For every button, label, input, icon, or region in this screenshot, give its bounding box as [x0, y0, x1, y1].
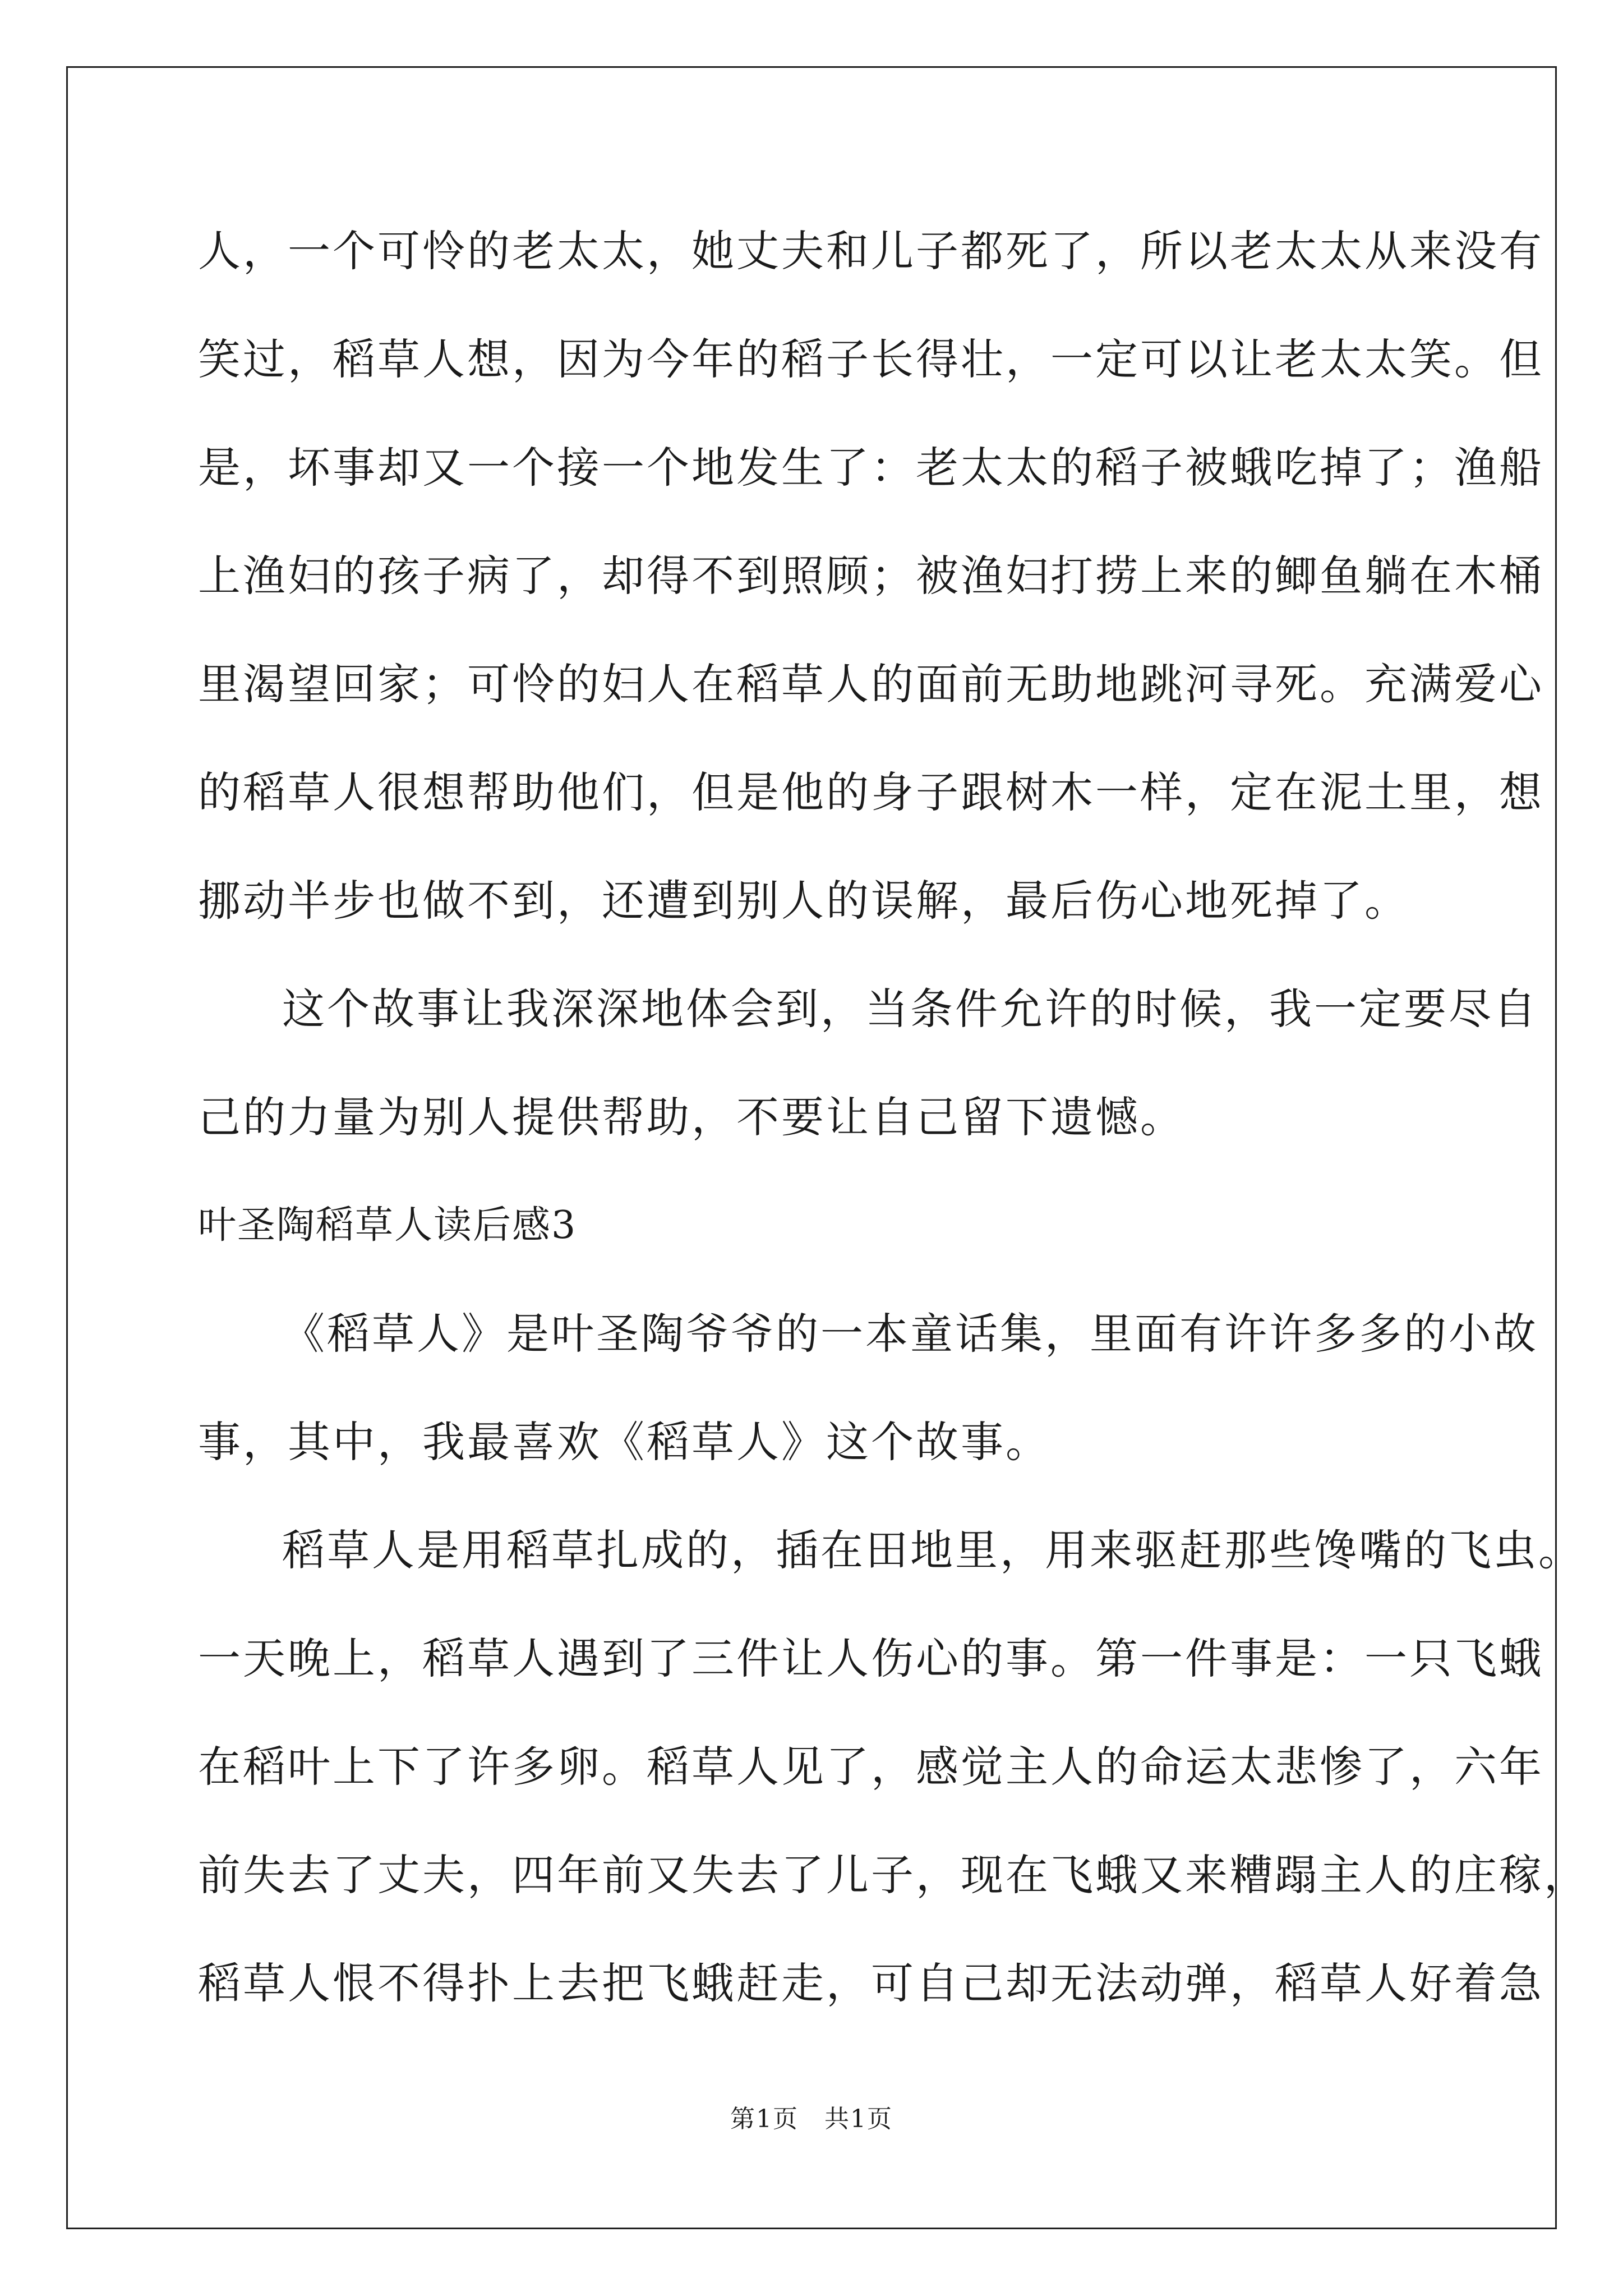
text-line: 挪动半步也做不到，还遭到别人的误解，最后伤心地死掉了。 [198, 876, 1409, 926]
text-line: 稻草人恨不得扑上去把飞蛾赶走，可自己却无法动弹，稻草人好着急 [198, 1958, 1544, 2008]
document-body [198, 218, 1589, 2058]
text-line: 是，坏事却又一个接一个地发生了：老太太的稻子被蛾吃掉了；渔船 [198, 443, 1544, 493]
text-line: 己的力量为别人提供帮助，不要让自己留下遗憾。 [198, 1092, 1185, 1142]
text-line: 里渴望回家；可怜的妇人在稻草人的面前无助地跳河寻死。充满爱心 [198, 659, 1544, 709]
text-line: 笑过，稻草人想，因为今年的稻子长得壮，一定可以让老太太笑。但 [198, 334, 1544, 384]
text-line: 前失去了丈夫，四年前又失去了儿子，现在飞蛾又来糟蹋主人的庄稼， [198, 1850, 1589, 1900]
text-line: 的稻草人很想帮助他们，但是他的身子跟树木一样，定在泥土里，想 [198, 767, 1544, 817]
text-line: 事，其中，我最喜欢《稻草人》这个故事。 [198, 1417, 1050, 1467]
paragraph-start-line: 稻草人是用稻草扎成的，插在田地里，用来驱赶那些馋嘴的飞虫。 [282, 1525, 1583, 1575]
text-line: 一天晚上，稻草人遇到了三件让人伤心的事。第一件事是：一只飞蛾 [198, 1634, 1544, 1683]
page-number-footer: 第1页 共1页 [730, 2105, 893, 2133]
section-heading: 叶圣陶稻草人读后感3 [198, 1203, 577, 1248]
paragraph-start-line: 《稻草人》是叶圣陶爷爷的一本童话集，里面有许许多多的小故 [282, 1309, 1538, 1359]
text-line: 上渔妇的孩子病了，却得不到照顾；被渔妇打捞上来的鲫鱼躺在木桶 [198, 551, 1544, 601]
text-line: 人，一个可怜的老太太，她丈夫和儿子都死了，所以老太太从来没有 [198, 226, 1544, 276]
text-line: 在稻叶上下了许多卵。稻草人见了，感觉主人的命运太悲惨了，六年 [198, 1742, 1544, 1792]
paragraph-start-line: 这个故事让我深深地体会到，当条件允许的时候，我一定要尽自 [282, 984, 1538, 1034]
